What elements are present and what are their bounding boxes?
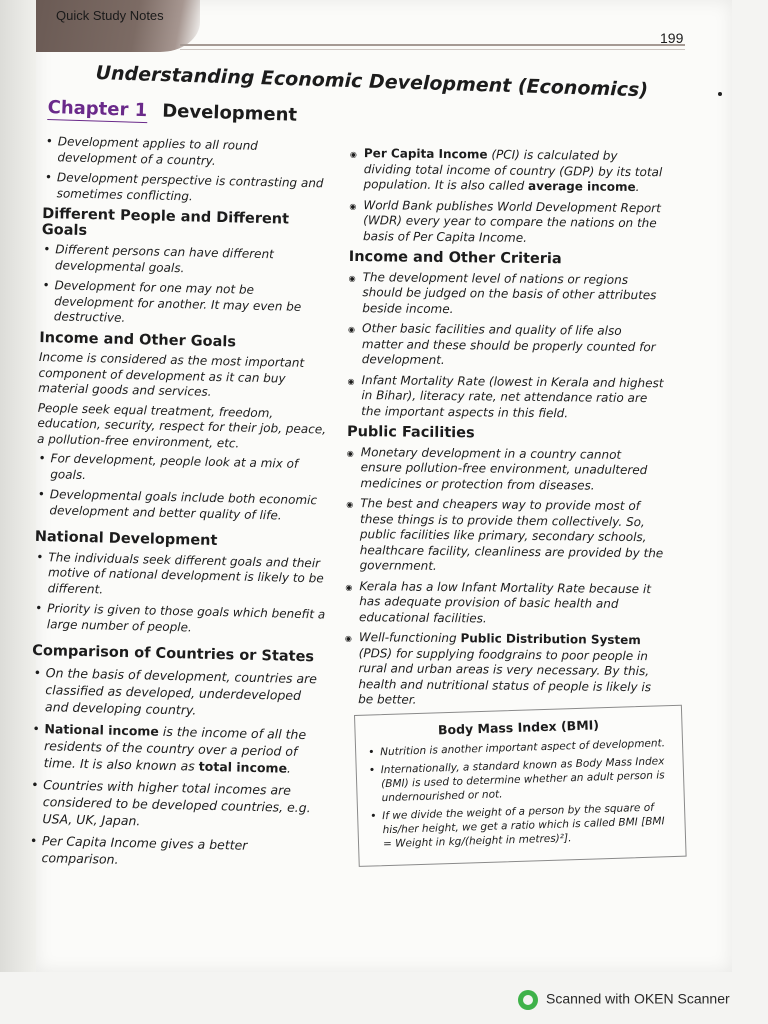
header-tab-label: Quick Study Notes — [56, 8, 164, 23]
list-item — [30, 719, 327, 777]
intro-list — [349, 146, 668, 247]
page-title: Understanding Economic Development (Economics) — [95, 62, 649, 102]
list-item: • Development perspective is contrasting and sometimes conflicting. — [42, 170, 339, 208]
bold-term: National income — [44, 720, 160, 739]
list-item: • If we divide the weight of a person by the square of his/her height, we get a ratio which is called BMI [BMI = Weight in kg/(height in metres)²]. — [368, 800, 675, 852]
list-item: • Priority is given to those goals which benefit a large number of people. — [33, 601, 330, 639]
item-punct: . — [286, 760, 292, 776]
bold-term: average income — [528, 178, 636, 194]
bmi-info-box — [354, 705, 687, 867]
list-item: • Development for one may not be development for another. It may even be destructive. — [40, 278, 337, 331]
list-item: ◉ Monetary development in a country cannot ensure pollution-free environment, unadultered medicines or protection from diseases. — [346, 444, 664, 494]
scanner-watermark-text: Scanned with OKEN Scanner — [546, 990, 730, 1007]
list-item — [344, 630, 663, 711]
bold-term: Public Distribution System — [460, 631, 641, 648]
scanner-logo-icon — [518, 990, 538, 1010]
list-item: ◉ Infant Mortality Rate (lowest in Kerala and highest in Bihar), literacy rate, net attendance ratio are the important aspects in this field. — [347, 372, 665, 422]
ink-dot — [718, 92, 722, 96]
bold-term: total income — [198, 758, 288, 776]
item-text: Well-functioning — [358, 630, 461, 646]
item-text: (PDS) for supplying foodgrains to poor people in rural and urban areas is very necessary. By this, health and nutritional status of people is likely is be better. — [358, 645, 652, 707]
page-number: 199 — [660, 30, 684, 46]
list-item: • Development applies to all round development of a country. — [43, 134, 340, 172]
chapter-number: Chapter 1 — [47, 97, 148, 122]
list-item: • Per Capita Income gives a better comparison. — [27, 831, 324, 872]
section-list — [344, 444, 665, 710]
chapter-name: Development — [161, 100, 298, 126]
list-item: • Countries with higher total incomes are considered to be developed countries, e.g. USA, UK, Japan. — [28, 775, 325, 833]
item-text: (PCI) is calculated by dividing total income of country (GDP) by its total population. It is also called — [363, 147, 663, 193]
section-list — [40, 242, 338, 331]
section-heading: Comparison of Countries or States — [32, 642, 315, 666]
section-list — [347, 269, 667, 422]
list-item: • For development, people look at a mix of goals. — [36, 451, 333, 489]
section-list — [27, 663, 328, 872]
list-item: ◉ Kerala has a low Infant Mortality Rate because it has adequate provision of basic health and educational facilities. — [345, 578, 663, 628]
header-rule-thin — [180, 49, 685, 50]
section-heading: Income and Other Goals — [39, 329, 237, 350]
header-tab — [36, 0, 200, 52]
bold-term: Per Capita Income — [363, 146, 488, 162]
header-rule — [180, 44, 685, 46]
item-punct: . — [635, 179, 640, 195]
section-heading: Different People and Different Goals — [41, 205, 290, 239]
bmi-list — [356, 736, 685, 852]
list-item — [350, 146, 668, 196]
right-column — [344, 146, 668, 716]
list-item: • Internationally, a standard known as Body Mass Index (BMI) is used to determine whether an adult person is undernourished or not. — [367, 754, 674, 806]
section-heading: Income and Other Criteria — [348, 248, 562, 268]
list-item: ◉ The best and cheapers way to provide most of these things is to provide them collectively. So, public facilities like primary, secondary schools, healthcare facility, cleanliness are provided by the government. — [346, 496, 665, 577]
list-item: • Nutrition is another important aspect of development. — [366, 736, 672, 760]
list-item: ◉ The development level of nations or regions should be judged on the basis of other attributes beside income. — [348, 269, 666, 319]
list-item: • Different persons can have different developmental goals. — [41, 242, 338, 280]
paragraph: People seek equal treatment, freedom, education, security, respect for their job, peace, a pollution-free environment, etc. — [36, 400, 327, 451]
section-list — [35, 451, 332, 525]
list-item: • The individuals seek different goals and their motive of national development is likely to be different. — [34, 549, 331, 602]
section-heading: National Development — [34, 528, 218, 550]
intro-list — [42, 134, 339, 208]
item-text: is the income of all the residents of the country over a period of time. It is also known as — [43, 723, 307, 774]
list-item: • On the basis of development, countries are classified as developed, underdeveloped and developing country. — [31, 663, 328, 721]
left-column — [27, 134, 340, 877]
bmi-box-title: Body Mass Index (BMI) — [437, 717, 600, 738]
section-list — [33, 549, 331, 638]
list-item: ◉ World Bank publishes World Development Report (WDR) every year to compare the nations on the basis of Per Capita Income. — [349, 197, 667, 247]
section-heading: Public Facilities — [346, 423, 475, 442]
list-item: ◉ Other basic facilities and quality of life also matter and these should be properly counted for development. — [348, 321, 666, 371]
paragraph: Income is considered as the most important component of development as it can buy material goods and services. — [38, 349, 305, 399]
scanner-watermark — [518, 990, 730, 1010]
list-item: • Developmental goals include both economic development and better quality of life. — [35, 487, 332, 525]
